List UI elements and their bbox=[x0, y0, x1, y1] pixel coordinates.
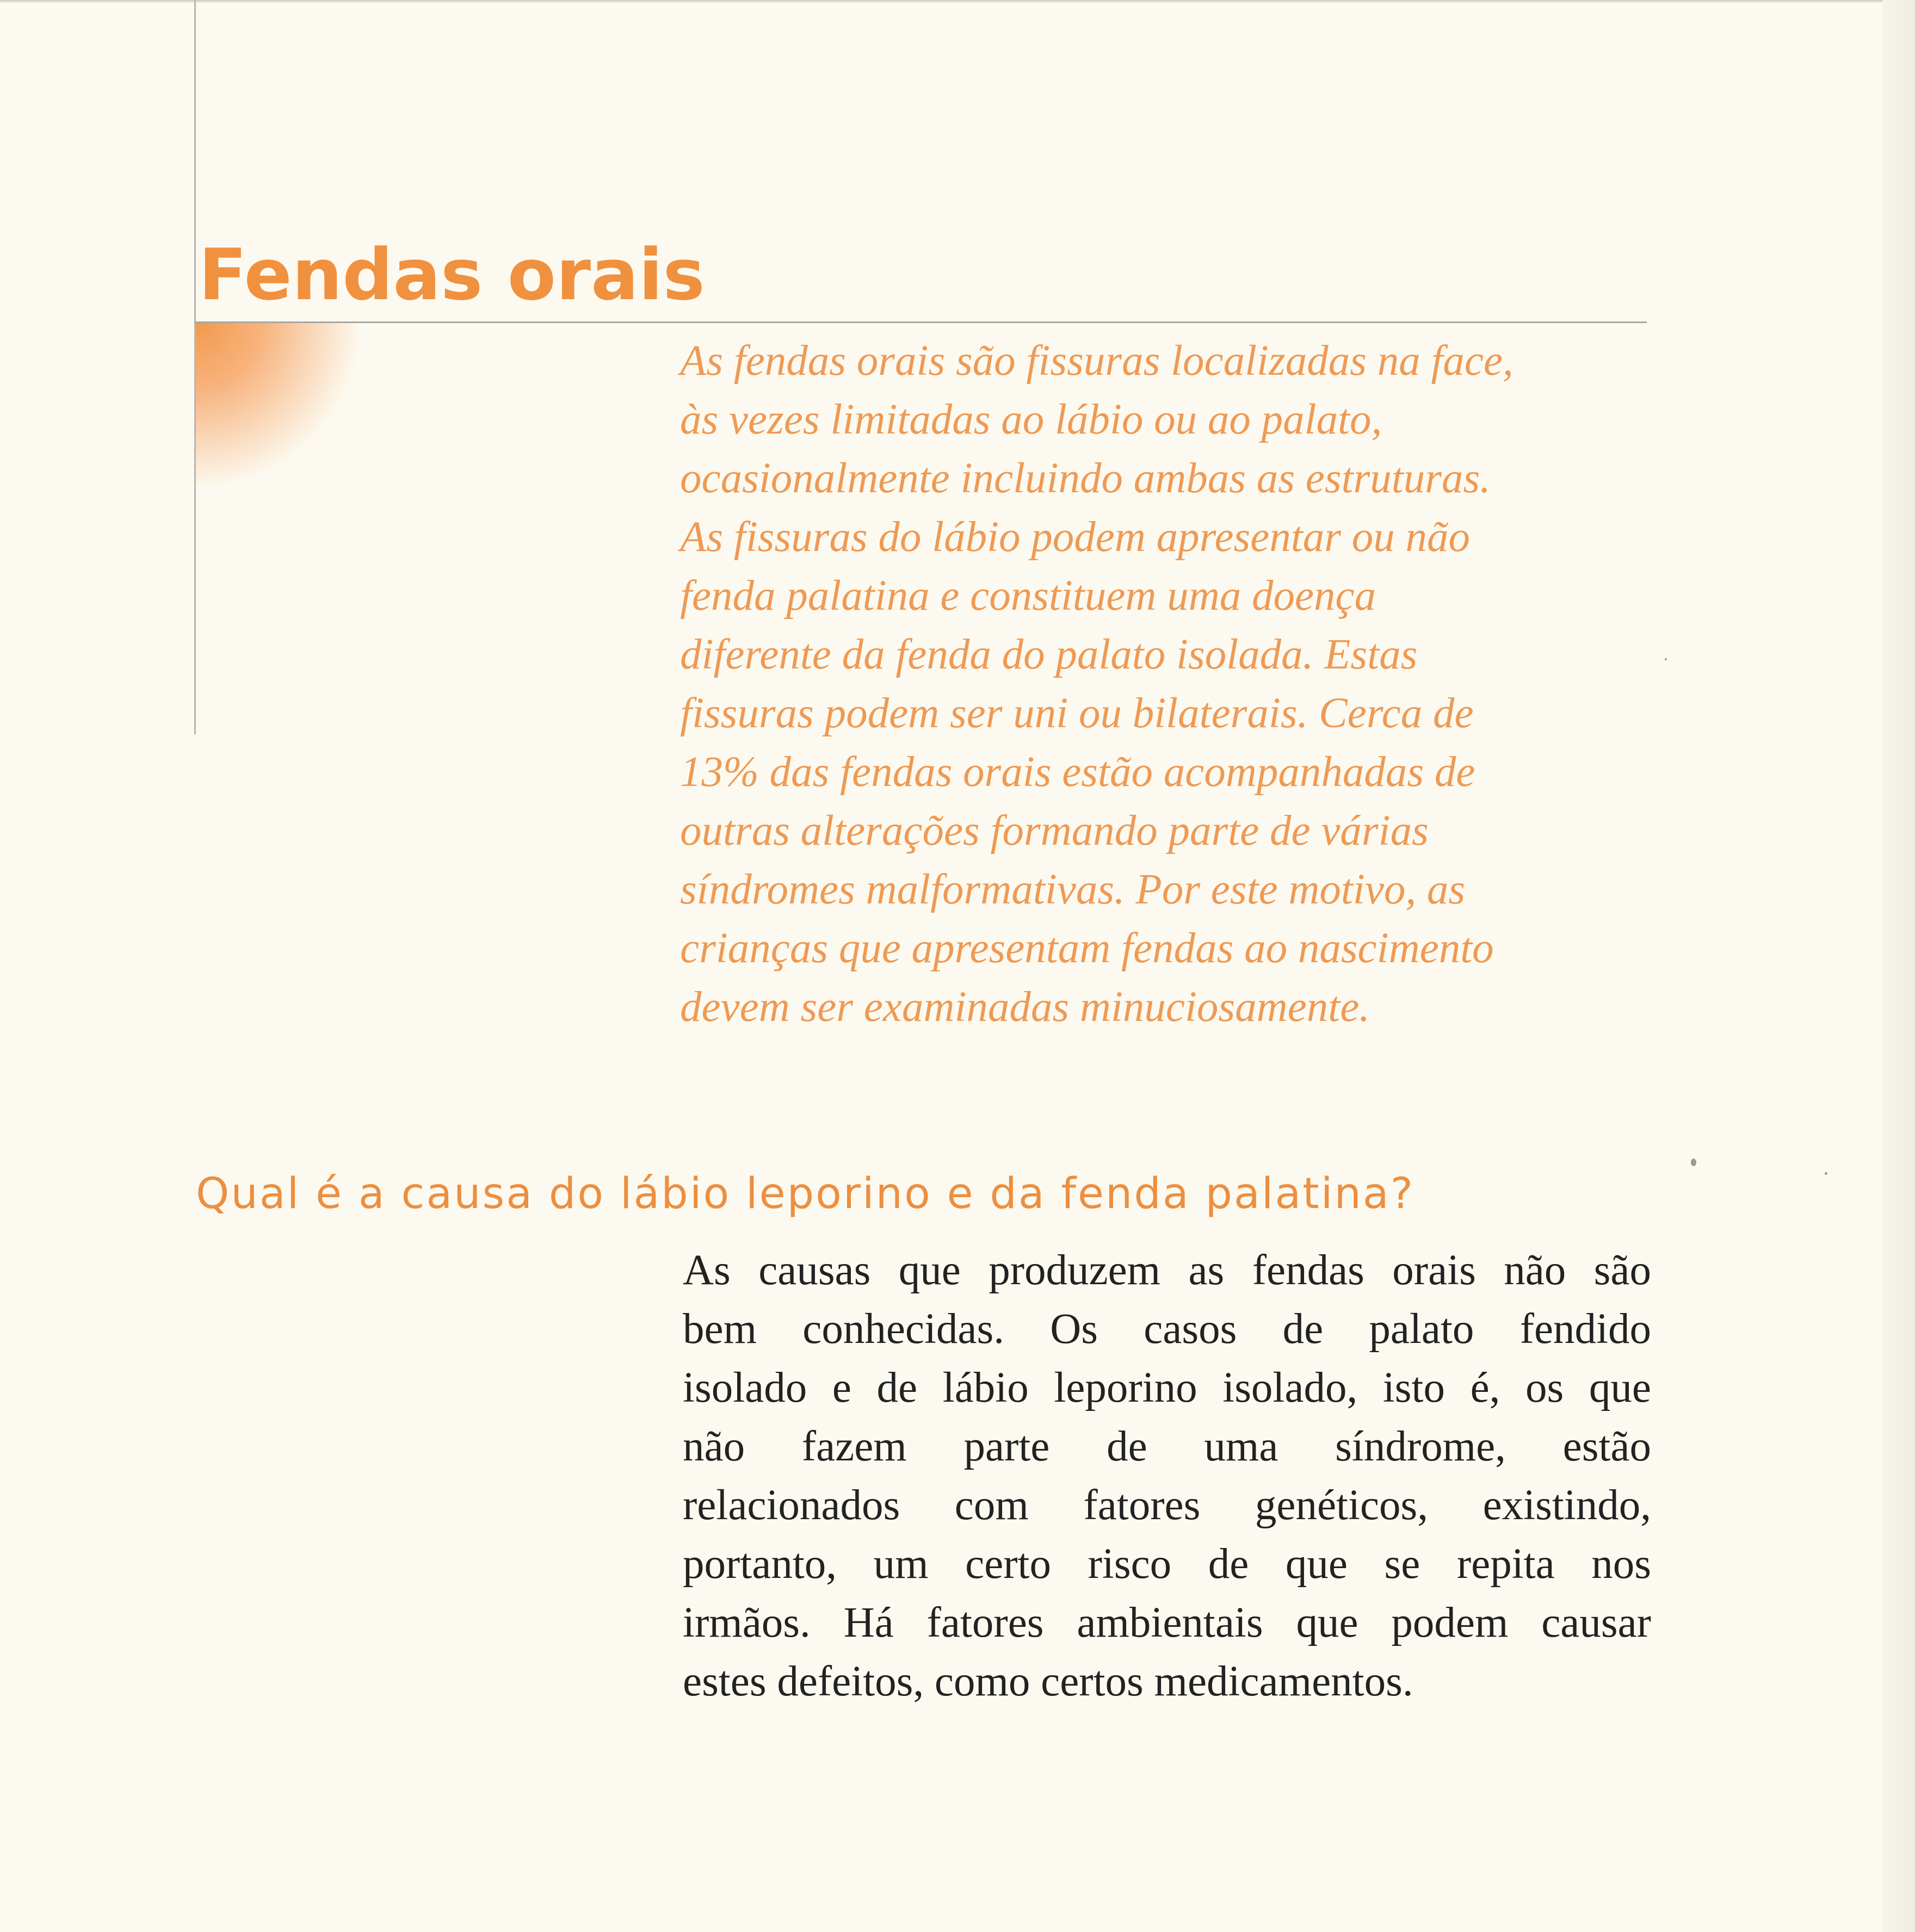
scan-speck bbox=[1665, 658, 1667, 660]
body-line: isolado e de lábio leporino isolado, isto é, os que bbox=[683, 1364, 1651, 1411]
title-underline-rule bbox=[194, 321, 1647, 323]
intro-line: fenda palatina e constituem uma doença bbox=[680, 572, 1376, 620]
intro-line: outras alterações formando parte de várias bbox=[680, 807, 1429, 854]
body-paragraph bbox=[683, 1241, 1651, 1711]
page-top-edge bbox=[0, 0, 1915, 3]
body-line: não fazem parte de uma síndrome, estão bbox=[683, 1423, 1651, 1470]
intro-line: 13% das fendas orais estão acompanhadas de bbox=[680, 748, 1475, 796]
body-line: bem conhecidas. Os casos de palato fendido bbox=[683, 1305, 1651, 1353]
section-heading: Qual é a causa do lábio leporino e da fenda palatina? bbox=[196, 1169, 1415, 1218]
intro-line: às vezes limitadas ao lábio ou ao palato, bbox=[680, 396, 1382, 443]
intro-line: síndromes malformativas. Por este motivo, as bbox=[680, 866, 1466, 913]
intro-line: crianças que apresentam fendas ao nascimento bbox=[680, 925, 1494, 972]
page-right-edge bbox=[1882, 0, 1915, 1932]
intro-line: As fendas orais são fissuras localizadas na face, bbox=[680, 337, 1514, 385]
intro-paragraph bbox=[680, 332, 1676, 1037]
body-line: portanto, um certo risco de que se repita nos bbox=[683, 1540, 1651, 1588]
corner-gradient-decoration bbox=[196, 323, 359, 486]
intro-line: As fissuras do lábio podem apresentar ou não bbox=[680, 513, 1471, 561]
scan-speck bbox=[1825, 1172, 1827, 1175]
intro-line: fissuras podem ser uni ou bilaterais. Cerca de bbox=[680, 690, 1474, 737]
body-line: estes defeitos, como certos medicamentos. bbox=[683, 1658, 1413, 1705]
page-title: Fendas orais bbox=[199, 233, 705, 316]
intro-line: devem ser examinadas minuciosamente. bbox=[680, 983, 1370, 1031]
body-line: As causas que produzem as fendas orais não são bbox=[683, 1247, 1651, 1294]
body-line: relacionados com fatores genéticos, existindo, bbox=[683, 1482, 1651, 1529]
intro-line: diferente da fenda do palato isolada. Estas bbox=[680, 631, 1418, 678]
scan-speck bbox=[1691, 1159, 1696, 1166]
body-line: irmãos. Há fatores ambientais que podem causar bbox=[683, 1599, 1651, 1646]
intro-line: ocasionalmente incluindo ambas as estruturas. bbox=[680, 455, 1491, 502]
